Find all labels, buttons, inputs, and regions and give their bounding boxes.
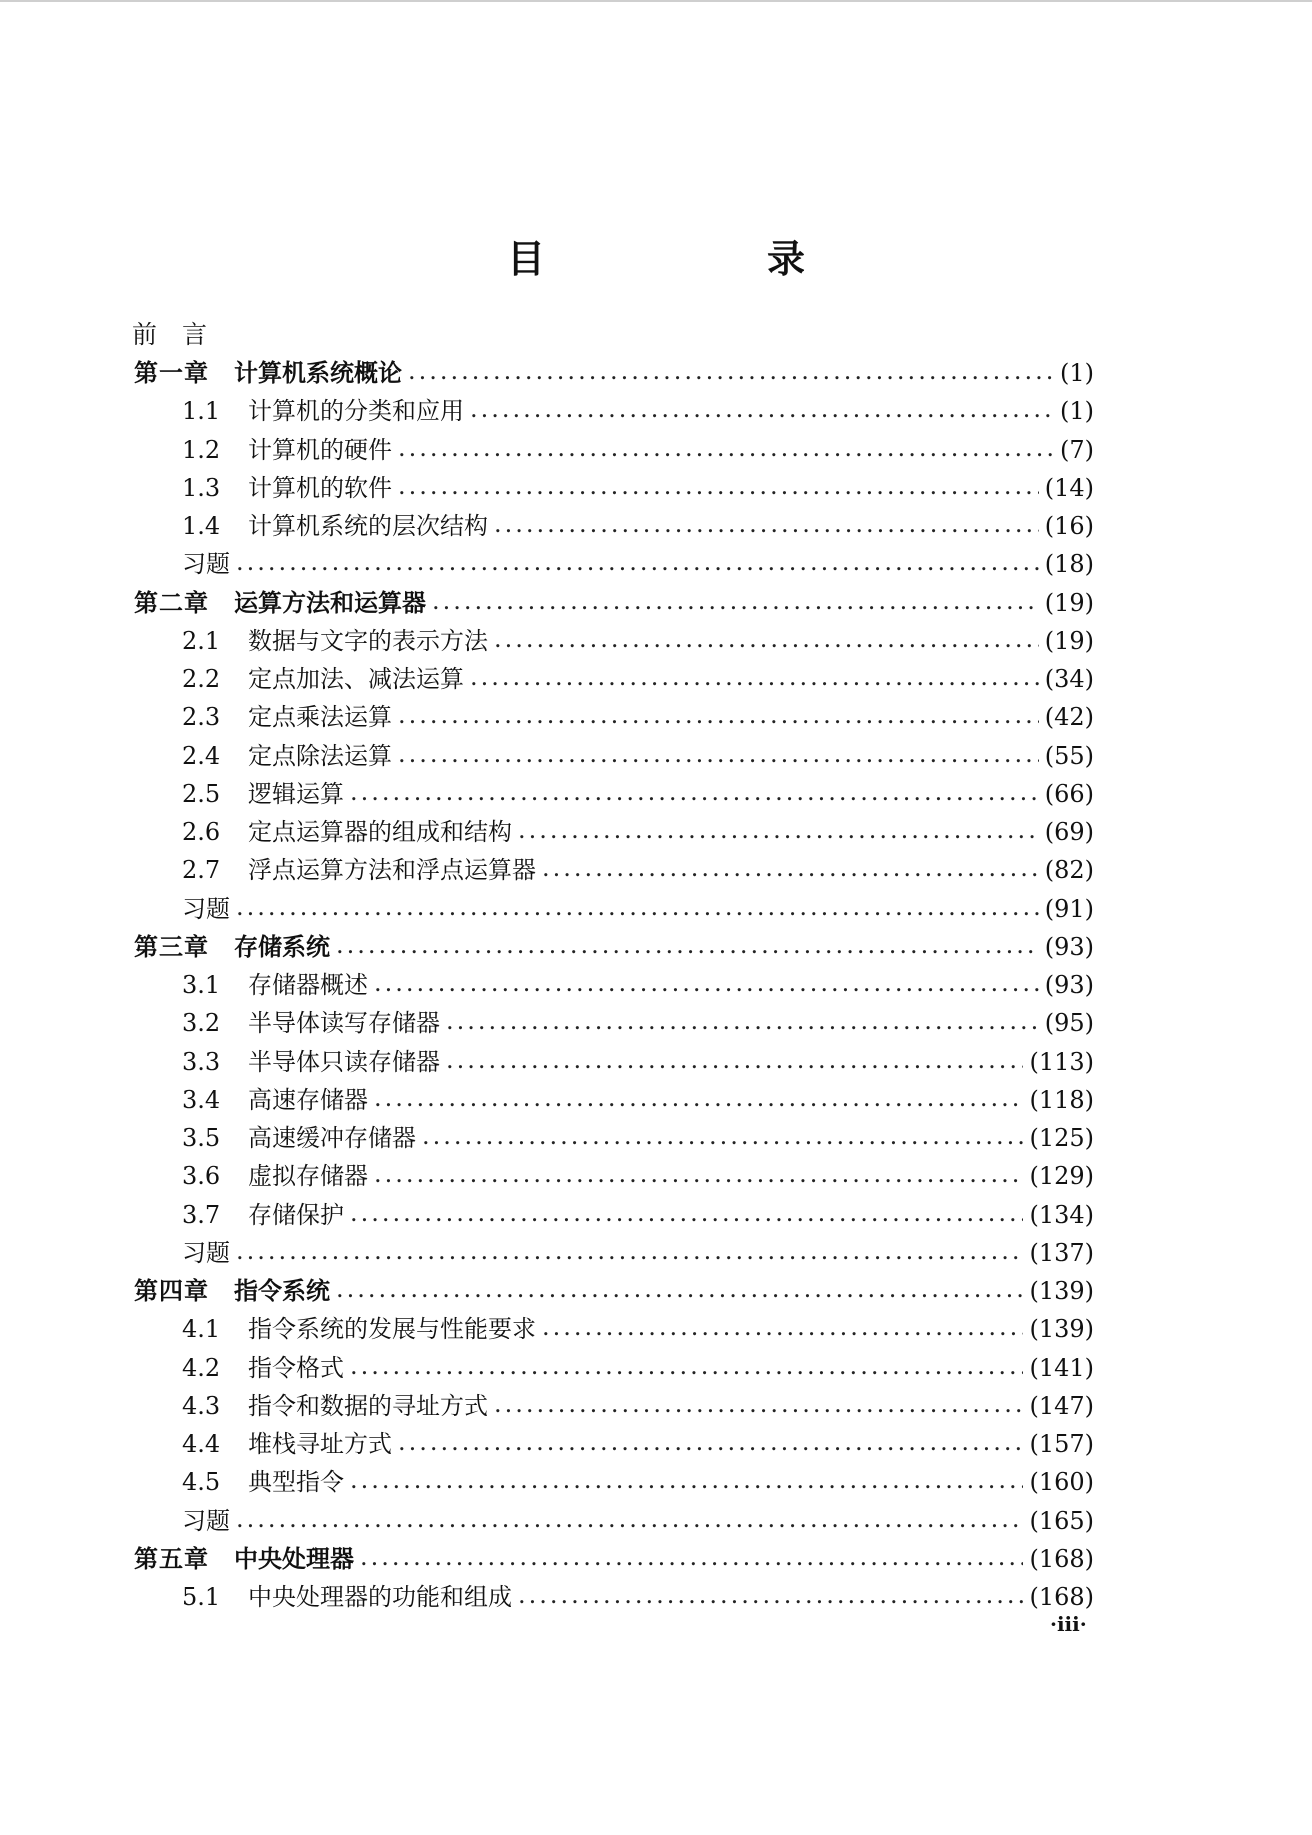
toc-entry-label: 半导体读写存储器 xyxy=(248,1009,440,1038)
toc-entry-number: 第一章 xyxy=(134,358,209,387)
toc-entry-page: (34) xyxy=(1044,665,1094,693)
toc-entry-number: 3.2 xyxy=(182,1009,221,1038)
toc-dot-leader xyxy=(518,1578,1023,1616)
toc-entry-label: 指令系统的发展与性能要求 xyxy=(248,1315,536,1344)
toc-entry-number: 第五章 xyxy=(134,1543,209,1573)
toc-entry-page: (125) xyxy=(1029,1124,1094,1152)
toc-preface-label: 前 言 xyxy=(132,320,208,349)
page-title: 目 录 xyxy=(506,236,897,281)
toc-dot-leader xyxy=(236,545,1039,583)
toc-dot-leader xyxy=(350,775,1039,813)
toc-entry-label: 指令和数据的寻址方式 xyxy=(248,1391,488,1420)
toc-entry-number: 2.7 xyxy=(182,856,221,885)
toc-entry-label: 定点运算器的组成和结构 xyxy=(248,818,512,846)
toc-entry-page: (134) xyxy=(1029,1200,1094,1229)
toc-entry-label: 虚拟存储器 xyxy=(248,1162,368,1191)
toc-entry-label: 高速缓冲存储器 xyxy=(248,1124,416,1152)
toc-entry-page: (19) xyxy=(1044,626,1094,655)
toc-entry-label: 中央处理器 xyxy=(234,1543,354,1573)
toc-entry-section xyxy=(182,1349,1094,1387)
toc-entry-label: 浮点运算方法和浮点运算器 xyxy=(248,856,536,885)
toc-dot-leader xyxy=(542,851,1039,889)
toc-entry-chapter xyxy=(134,1272,1094,1310)
toc-entry-number: 3.1 xyxy=(182,971,221,999)
toc-entry-number: 2.5 xyxy=(182,779,221,808)
toc-entry-section xyxy=(182,1196,1094,1234)
toc-entry-label: 典型指令 xyxy=(248,1468,344,1497)
toc-entry-section xyxy=(182,1463,1094,1501)
toc-entry-number: 2.1 xyxy=(182,626,221,655)
toc-entry-number: 第三章 xyxy=(134,931,209,961)
toc-dot-leader xyxy=(446,1043,1023,1081)
toc-entry-section xyxy=(182,431,1094,469)
toc-entry-page: (82) xyxy=(1044,856,1094,885)
toc-dot-leader xyxy=(398,698,1039,736)
toc-entry-label: 逻辑运算 xyxy=(248,779,344,808)
toc-entry-section xyxy=(182,469,1094,507)
toc-dot-leader xyxy=(236,890,1039,928)
toc-entry-number: 1.1 xyxy=(182,397,221,426)
toc-entry-label: 中央处理器的功能和组成 xyxy=(248,1583,512,1611)
toc-entry-section xyxy=(182,737,1094,775)
toc-entry-section xyxy=(182,775,1094,813)
toc-entry-page: (141) xyxy=(1029,1353,1094,1382)
toc-entry-chapter xyxy=(134,584,1094,622)
toc-entry-label: 运算方法和运算器 xyxy=(234,587,426,617)
toc-entry-page: (95) xyxy=(1044,1009,1094,1038)
toc-entry-section xyxy=(182,1004,1094,1042)
toc-dot-leader xyxy=(470,392,1054,430)
toc-entry-label: 定点加法、减法运算 xyxy=(248,665,464,693)
toc-dot-leader xyxy=(398,431,1054,469)
top-rule xyxy=(0,0,1312,2)
toc-entry-number: 3.4 xyxy=(182,1085,221,1114)
toc-dot-leader xyxy=(398,469,1039,507)
toc-entry-section xyxy=(182,1387,1094,1425)
toc-entry-page: (42) xyxy=(1044,703,1094,732)
toc-entry-label: 习题 xyxy=(182,1238,230,1267)
toc-preface xyxy=(132,316,207,354)
toc-entry-number: 3.6 xyxy=(182,1162,221,1191)
toc-entry-exercise xyxy=(182,1502,1094,1540)
toc-entry-page: (91) xyxy=(1044,894,1094,923)
toc-dot-leader xyxy=(494,507,1039,545)
toc-entry-section xyxy=(182,1310,1094,1348)
toc-entry-section xyxy=(182,966,1094,1004)
toc-dot-leader xyxy=(494,622,1039,660)
toc-entry-number: 3.7 xyxy=(182,1200,221,1229)
toc-entry-page: (19) xyxy=(1044,588,1094,617)
toc-entry-label: 习题 xyxy=(182,550,230,579)
toc-entry-number: 4.4 xyxy=(182,1430,221,1458)
toc-entry-label: 计算机的分类和应用 xyxy=(248,397,464,426)
toc-dot-leader xyxy=(236,1234,1023,1272)
toc-entry-page: (1) xyxy=(1060,397,1094,426)
toc-dot-leader xyxy=(518,813,1039,851)
toc-entry-label: 数据与文字的表示方法 xyxy=(248,626,488,655)
toc-entry-page: (168) xyxy=(1029,1583,1094,1611)
toc-dot-leader xyxy=(398,1425,1023,1463)
toc-entry-page: (118) xyxy=(1029,1085,1094,1114)
toc-entry-section xyxy=(182,1043,1094,1081)
toc-entry-page: (165) xyxy=(1029,1506,1094,1535)
toc-entry-page: (93) xyxy=(1044,971,1094,999)
toc-entry-label: 计算机的软件 xyxy=(248,473,392,502)
page-number: ·iii· xyxy=(1050,1612,1087,1636)
toc-entry-section xyxy=(182,507,1094,545)
toc-dot-leader xyxy=(542,1310,1023,1348)
toc-dot-leader xyxy=(408,354,1054,392)
toc-entry-label: 习题 xyxy=(182,894,230,923)
toc-entry-number: 2.4 xyxy=(182,741,221,770)
toc-entry-exercise xyxy=(182,1234,1094,1272)
toc-entry-label: 指令系统 xyxy=(234,1276,330,1305)
toc-entry-page: (129) xyxy=(1029,1162,1094,1191)
toc-dot-leader xyxy=(336,928,1039,966)
toc-entry-section xyxy=(182,1578,1094,1616)
toc-entry-number: 第二章 xyxy=(134,587,209,617)
toc-entry-page: (139) xyxy=(1029,1277,1094,1305)
toc-entry-page: (157) xyxy=(1029,1430,1094,1458)
toc-entry-number: 2.3 xyxy=(182,703,221,732)
toc-entry-page: (113) xyxy=(1029,1047,1094,1076)
toc-entry-page: (168) xyxy=(1029,1544,1094,1573)
toc-dot-leader xyxy=(350,1463,1023,1501)
toc-entry-label: 存储系统 xyxy=(234,931,330,961)
toc-entry-page: (147) xyxy=(1029,1391,1094,1420)
toc-entry-page: (66) xyxy=(1044,779,1094,808)
toc-entry-exercise xyxy=(182,545,1094,583)
toc-entry-number: 1.3 xyxy=(182,473,221,502)
toc-dot-leader xyxy=(494,1387,1023,1425)
toc-dot-leader xyxy=(470,660,1039,698)
toc-dot-leader xyxy=(374,1157,1023,1195)
toc-entry-chapter xyxy=(134,354,1094,392)
toc-entry-label: 堆栈寻址方式 xyxy=(248,1430,392,1458)
toc-entry-number: 第四章 xyxy=(134,1276,209,1305)
toc-dot-leader xyxy=(398,737,1039,775)
toc-entry-number: 4.1 xyxy=(182,1315,221,1344)
toc-entry-section xyxy=(182,1425,1094,1463)
toc-entry-number: 4.5 xyxy=(182,1468,221,1497)
toc-entry-page: (18) xyxy=(1044,550,1094,579)
toc-entry-label: 定点除法运算 xyxy=(248,741,392,770)
toc-dot-leader xyxy=(336,1272,1023,1310)
toc-dot-leader xyxy=(350,1349,1023,1387)
toc-entry-page: (7) xyxy=(1060,435,1094,464)
toc-entry-label: 计算机系统概论 xyxy=(234,358,402,387)
toc-entry-label: 计算机系统的层次结构 xyxy=(248,512,488,540)
toc-entry-section xyxy=(182,392,1094,430)
toc-entry-label: 指令格式 xyxy=(248,1353,344,1382)
toc-entry-section xyxy=(182,698,1094,736)
toc-entry-section xyxy=(182,622,1094,660)
toc-dot-leader xyxy=(374,1081,1023,1119)
toc-dot-leader xyxy=(374,966,1039,1004)
toc-entry-label: 高速存储器 xyxy=(248,1085,368,1114)
toc-entry-page: (69) xyxy=(1044,818,1094,846)
toc-entry-label: 计算机的硬件 xyxy=(248,435,392,464)
toc-entry-page: (1) xyxy=(1060,359,1094,387)
toc-entry-number: 4.3 xyxy=(182,1391,221,1420)
toc-entry-chapter xyxy=(134,1540,1094,1578)
toc-entry-section xyxy=(182,1157,1094,1195)
toc-entry-number: 1.2 xyxy=(182,435,221,464)
toc-entry-page: (14) xyxy=(1044,473,1094,502)
toc-dot-leader xyxy=(446,1004,1039,1042)
toc-entry-label: 定点乘法运算 xyxy=(248,703,392,732)
toc-entry-number: 3.3 xyxy=(182,1047,221,1076)
toc-dot-leader xyxy=(422,1119,1023,1157)
toc-entry-page: (16) xyxy=(1044,512,1094,540)
toc-entry-number: 4.2 xyxy=(182,1353,221,1382)
toc-entry-page: (55) xyxy=(1044,741,1094,770)
toc-entry-section xyxy=(182,813,1094,851)
toc-entry-number: 3.5 xyxy=(182,1124,221,1152)
toc-entry-exercise xyxy=(182,890,1094,928)
toc-entry-label: 存储保护 xyxy=(248,1200,344,1229)
toc-entry-chapter xyxy=(134,928,1094,966)
toc-entry-label: 习题 xyxy=(182,1506,230,1535)
toc-entry-label: 半导体只读存储器 xyxy=(248,1047,440,1076)
toc-entry-page: (137) xyxy=(1029,1238,1094,1267)
toc-entry-section xyxy=(182,1081,1094,1119)
toc-entry-number: 1.4 xyxy=(182,512,221,540)
toc-dot-leader xyxy=(350,1196,1023,1234)
toc-entry-section xyxy=(182,1119,1094,1157)
toc-entry-section xyxy=(182,851,1094,889)
toc-entry-number: 5.1 xyxy=(182,1583,221,1611)
toc-dot-leader xyxy=(360,1540,1023,1578)
toc-entry-number: 2.6 xyxy=(182,818,221,846)
toc-entry-section xyxy=(182,660,1094,698)
toc-dot-leader xyxy=(432,584,1039,622)
toc-entry-number: 2.2 xyxy=(182,665,221,693)
toc-entry-page: (93) xyxy=(1044,932,1094,961)
toc-entry-label: 存储器概述 xyxy=(248,971,368,999)
toc-dot-leader xyxy=(236,1502,1023,1540)
toc-entry-page: (160) xyxy=(1029,1468,1094,1497)
toc-entry-page: (139) xyxy=(1029,1315,1094,1344)
